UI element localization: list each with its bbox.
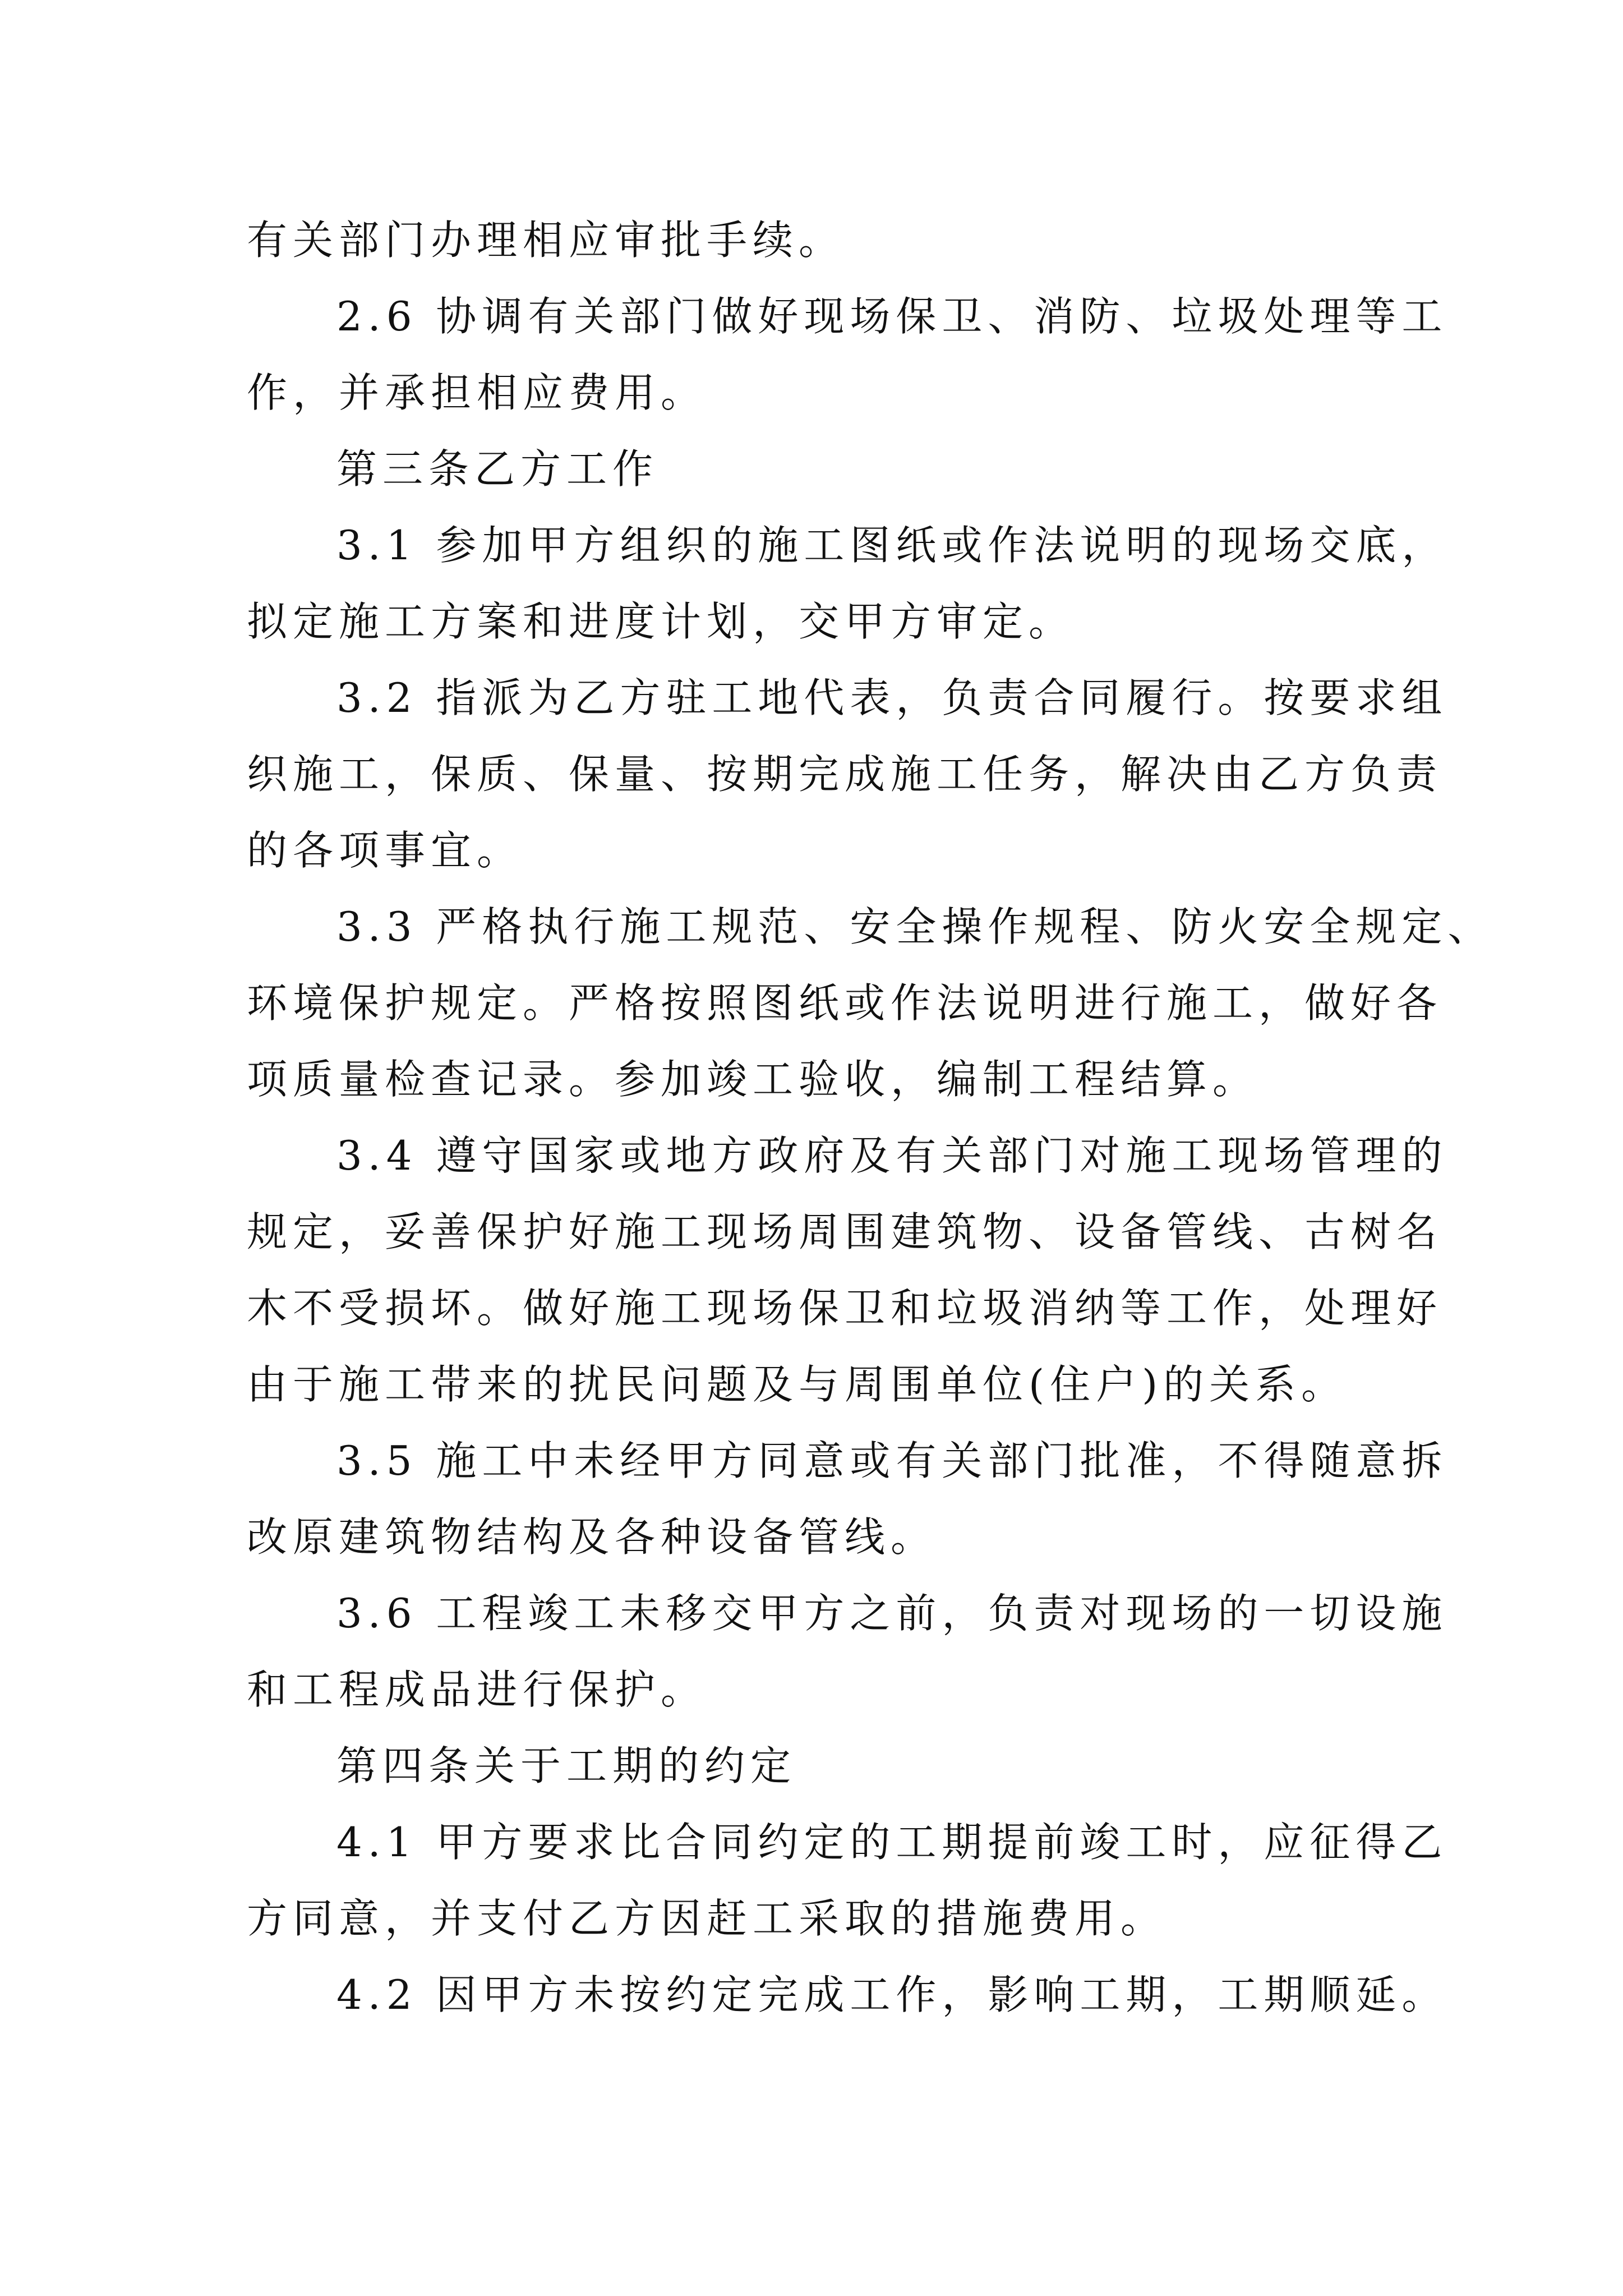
text-line: 3.5 施工中未经甲方同意或有关部门批准，不得随意拆: [336, 1437, 1448, 1484]
text-line: 拟定施工方案和进度计划，交甲方审定。: [247, 598, 1075, 645]
text-line: 方同意，并支付乙方因赶工采取的措施费用。: [247, 1895, 1167, 1942]
text-line: 3.3 严格执行施工规范、安全操作规程、防火安全规定、: [336, 903, 1494, 950]
text-line: 木不受损坏。做好施工现场保卫和垃圾消纳等工作，处理好: [247, 1285, 1443, 1332]
section-heading: 第三条乙方工作: [336, 445, 659, 493]
text-line: 的各项事宜。: [247, 827, 523, 874]
text-line: 环境保护规定。严格按照图纸或作法说明进行施工，做好各: [247, 979, 1443, 1027]
document-body: [247, 202, 1494, 2033]
text-line: 4.1 甲方要求比合同约定的工期提前竣工时，应征得乙: [336, 1819, 1448, 1866]
text-line: 2.6 协调有关部门做好现场保卫、消防、垃圾处理等工: [336, 293, 1448, 340]
text-line: 由于施工带来的扰民问题及与周围单位(住户)的关系。: [247, 1361, 1348, 1408]
text-line: 3.2 指派为乙方驻工地代表，负责合同履行。按要求组: [336, 674, 1448, 721]
text-line: 3.4 遵守国家或地方政府及有关部门对施工现场管理的: [336, 1132, 1448, 1179]
text-line: 有关部门办理相应审批手续。: [247, 217, 845, 264]
text-line: 3.1 参加甲方组织的施工图纸或作法说明的现场交底，: [336, 522, 1448, 569]
text-line: 作，并承担相应费用。: [247, 369, 707, 416]
text-line: 改原建筑物结构及各种设备管线。: [247, 1513, 937, 1561]
text-line: 4.2 因甲方未按约定完成工作，影响工期，工期顺延。: [336, 1971, 1448, 2018]
text-line: 和工程成品进行保护。: [247, 1666, 707, 1713]
text-line: 织施工，保质、保量、按期完成施工任务，解决由乙方负责: [247, 751, 1443, 798]
text-line: 项质量检查记录。参加竣工验收，编制工程结算。: [247, 1056, 1259, 1103]
section-heading: 第四条关于工期的约定: [336, 1742, 797, 1789]
text-line: 3.6 工程竣工未移交甲方之前，负责对现场的一切设施: [336, 1590, 1448, 1637]
text-line: 规定，妥善保护好施工现场周围建筑物、设备管线、古树名: [247, 1208, 1443, 1255]
